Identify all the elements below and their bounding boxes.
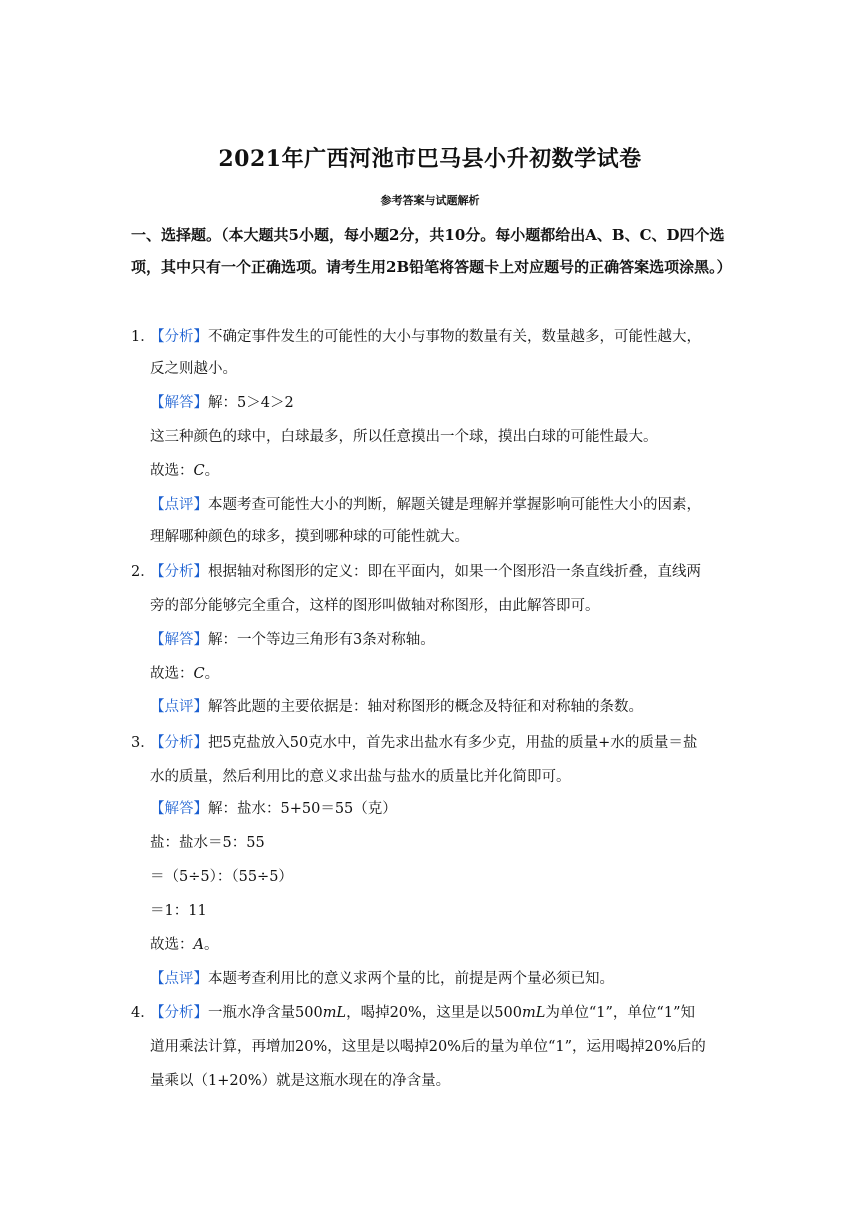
choice-letter: A: [193, 937, 204, 953]
unit-ml: mL: [521, 1005, 546, 1021]
choice-letter: C: [193, 666, 205, 682]
comment-tag: 【点评】: [150, 497, 208, 513]
q3-answer-text: 解：盐水：5+50＝55（克）: [208, 801, 397, 817]
q1-answer-line-2: 这三种颜色的球中，白球最多，所以任意摸出一个球，摸出白球的可能性最大。: [150, 429, 658, 445]
q2-analysis-text-2: 旁的部分能够完全重合，这样的图形叫做轴对称图形，由此解答即可。: [150, 598, 600, 614]
analysis-tag: 【分析】: [150, 735, 208, 751]
question-1-comment: [150, 495, 701, 515]
choice-prefix: 故选：: [150, 937, 194, 953]
answer-tag: 【解答】: [150, 395, 208, 411]
answer-tag: 【解答】: [150, 632, 208, 648]
q1-analysis-text-1: 不确定事件发生的可能性的大小与事物的数量有关，数量越多，可能性越大，: [208, 329, 701, 345]
q4-analysis-part-c: 为单位“1”，单位“1”知: [545, 1005, 695, 1021]
q4-analysis-part-a: 一瓶水净含量500: [208, 1005, 323, 1021]
page-title: 2021年广西河池市巴马县小升初数学试卷: [218, 146, 642, 172]
choice-letter: C: [193, 463, 205, 479]
q1-answer-text: 解：5＞4＞2: [208, 395, 294, 411]
q2-comment-text: 解答此题的主要依据是：轴对称图形的概念及特征和对称轴的条数。: [208, 699, 643, 715]
q3-answer-line-2: 盐：盐水＝5：55: [150, 835, 265, 851]
q1-comment-text-1: 本题考查可能性大小的判断，解题关键是理解并掌握影响可能性大小的因素，: [208, 497, 701, 513]
q4-analysis-text-2: 道用乘法计算，再增加20%，这里是以喝掉20%后的量为单位“1”，运用喝掉20%后的: [150, 1039, 706, 1055]
q4-analysis-part-b: ，喝掉20%，这里是以500: [346, 1005, 522, 1021]
page-subtitle: 参考答案与试题解析: [380, 194, 480, 207]
question-3-analysis: [150, 733, 697, 753]
q3-analysis-text-1: 把5克盐放入50克水中，首先求出盐水有多少克，用盐的质量+水的质量＝盐: [208, 735, 698, 751]
question-1-number: 1．: [131, 329, 155, 345]
question-3-comment: [150, 969, 614, 989]
question-2-comment: [150, 697, 643, 717]
q2-choice: [150, 664, 219, 684]
comment-tag: 【点评】: [150, 699, 208, 715]
q1-choice: [150, 461, 219, 481]
unit-ml: mL: [322, 1005, 347, 1021]
analysis-tag: 【分析】: [150, 329, 208, 345]
q2-analysis-text-1: 根据轴对称图形的定义：即在平面内，如果一个图形沿一条直线折叠，直线两: [208, 564, 701, 580]
question-3-number: 3．: [131, 735, 155, 751]
choice-suffix: 。: [203, 937, 219, 953]
choice-prefix: 故选：: [150, 463, 194, 479]
section-heading: 一、选择题。（本大题共5小题，每小题2分，共10分。每小题都给出A、B、C、D四个选项，其中只有一个正确选项。请考生用2B铅笔将答题卡上对应题号的正确答案选项涂黑。）: [131, 226, 732, 276]
comment-tag: 【点评】: [150, 971, 208, 987]
analysis-tag: 【分析】: [150, 564, 208, 580]
answer-tag: 【解答】: [150, 801, 208, 817]
q3-answer-line-3: ＝（5÷5）：（55÷5）: [150, 869, 293, 885]
question-3-answer: [150, 799, 397, 819]
question-4-analysis: [150, 1003, 695, 1023]
q4-analysis-text-3: 量乘以（1+20%）就是这瓶水现在的净含量。: [150, 1073, 451, 1089]
q1-comment-text-2: 理解哪种颜色的球多，摸到哪种球的可能性就大。: [150, 529, 469, 545]
question-2-number: 2．: [131, 564, 155, 580]
q3-choice: [150, 935, 218, 955]
q3-comment-text: 本题考查利用比的意义求两个量的比，前提是两个量必须已知。: [208, 971, 614, 987]
question-4-number: 4．: [131, 1005, 155, 1021]
q1-analysis-text-2: 反之则越小。: [150, 361, 237, 377]
q3-analysis-text-2: 水的质量，然后利用比的意义求出盐与盐水的质量比并化简即可。: [150, 769, 571, 785]
question-2-answer: [150, 630, 435, 650]
choice-prefix: 故选：: [150, 666, 194, 682]
question-1-answer: [150, 393, 294, 413]
choice-suffix: 。: [204, 666, 220, 682]
question-1-analysis: [150, 327, 701, 347]
q3-answer-line-4: ＝1：11: [150, 903, 207, 919]
choice-suffix: 。: [204, 463, 220, 479]
q2-answer-text: 解：一个等边三角形有3条对称轴。: [208, 632, 435, 648]
question-2-analysis: [150, 562, 701, 582]
analysis-tag: 【分析】: [150, 1005, 208, 1021]
